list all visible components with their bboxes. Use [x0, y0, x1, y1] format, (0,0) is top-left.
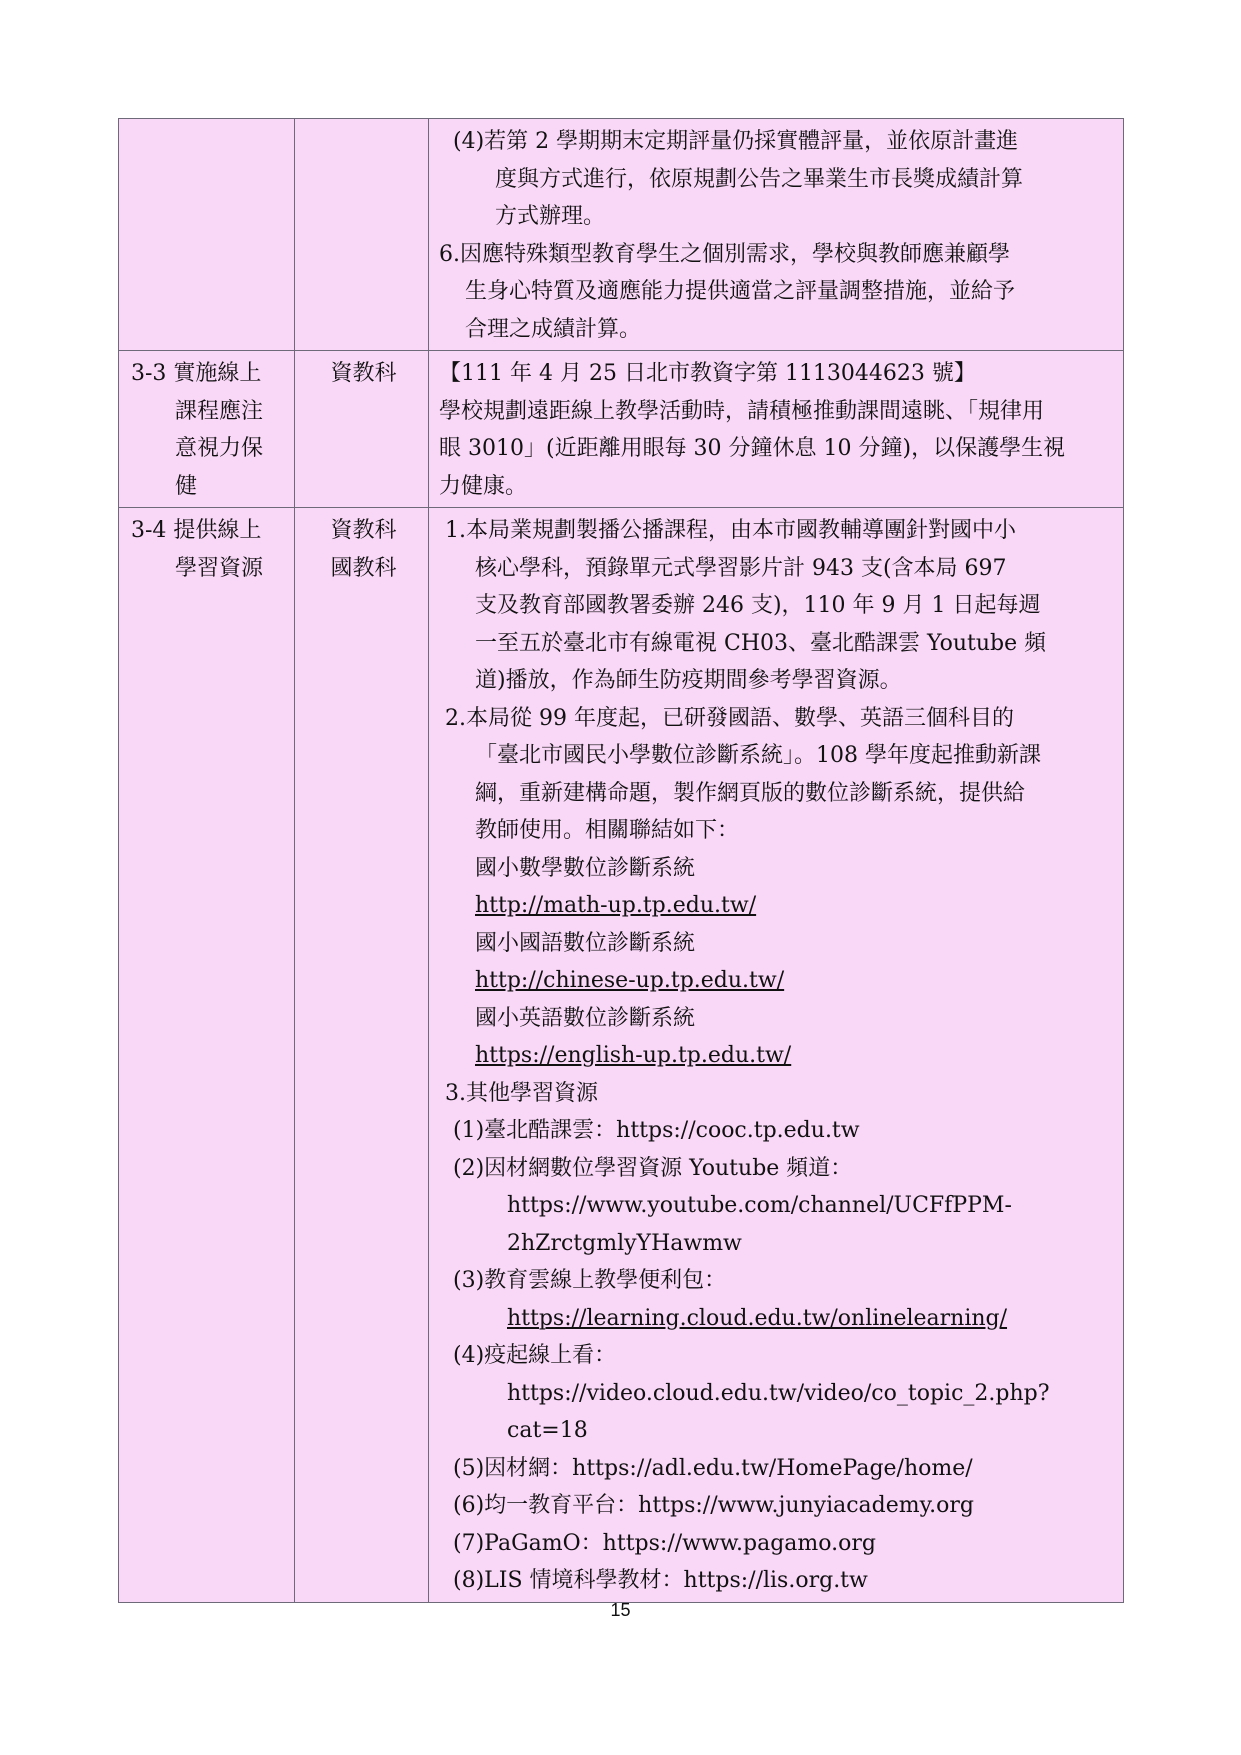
content-line: 度與方式進行，依原規劃公告之畢業生市長獎成績計算: [495, 166, 1024, 192]
url-link[interactable]: http://chinese-up.tp.edu.tw/: [475, 968, 785, 993]
content-line: 2.本局從 99 年度起，已研發國語、數學、英語三個科目的: [445, 705, 1014, 731]
content-line: 2hZrctgmlyYHawmw: [507, 1230, 742, 1256]
content-line: 教師使用。相關聯結如下：: [475, 818, 740, 843]
content-line: https://www.youtube.com/channel/UCFfPPM-: [507, 1193, 1012, 1218]
content-line: 支及教育部國教署委辦 246 支)，110 年 9 月 1 日起每週: [475, 593, 1041, 618]
unit-cell: [295, 351, 429, 508]
unit-cell: [295, 508, 429, 1603]
content-line: (4)若第 2 學期期末定期評量仍採實體評量，並依原計畫進: [453, 129, 1019, 154]
content-line: 學校規劃遠距線上教學活動時，請積極推動課間遠眺、「規律用: [439, 398, 1045, 424]
content-line: (6)均一教育平台：https://www.junyiacademy.org: [453, 1493, 974, 1518]
content-line: 綱，重新建構命題，製作網頁版的數位診斷系統，提供給: [475, 780, 1026, 806]
content-line: (8)LIS 情境科學教材：https://lis.org.tw: [453, 1568, 868, 1593]
content-line: 1.本局業規劃製播公播課程，由本市國教輔導團針對國中小: [445, 518, 1016, 543]
content-line: 力健康。: [439, 473, 528, 499]
item-label-line: 3-4 提供線上: [131, 518, 262, 543]
unit-label: 資教科: [330, 518, 397, 543]
content-line: 方式辦理。: [495, 204, 606, 229]
item-cell: [119, 351, 295, 508]
content-line: 道)播放，作為師生防疫期間參考學習資源。: [475, 668, 902, 693]
unit-cell: [295, 119, 429, 351]
content-line: (1)臺北酷課雲：https://cooc.tp.edu.tw: [453, 1118, 860, 1143]
content-line: 6.因應特殊類型教育學生之個別需求，學校與教師應兼顧學: [439, 241, 1010, 267]
content-line: 「臺北市國民小學數位診斷系統」。108 學年度起推動新課: [475, 743, 1041, 768]
item-label-line: 健: [175, 473, 198, 499]
content-line: (7)PaGamO：https://www.pagamo.org: [453, 1530, 876, 1556]
unit-label: 國教科: [330, 555, 397, 581]
item-label-line: 意視力保: [175, 436, 264, 461]
item-cell: [119, 119, 295, 351]
measures-table: [118, 118, 1124, 1603]
content-line: (5)因材網：https://adl.edu.tw/HomePage/home/: [453, 1455, 973, 1481]
content-line: https://video.cloud.edu.tw/video/co_topic_2.php?: [507, 1380, 1050, 1406]
content-line: 合理之成績計算。: [465, 316, 642, 342]
content-line: 核心學科，預錄單元式學習影片計 943 支(含本局 697: [475, 555, 1007, 581]
content-line: 生身心特質及適應能力提供適當之評量調整措施，並給予: [465, 279, 1016, 304]
content-line: 眼 3010」(近距離用眼每 30 分鐘休息 10 分鐘)，以保護學生視: [439, 436, 1066, 461]
unit-label: 資教科: [330, 361, 397, 386]
item-cell: [119, 508, 295, 1603]
content-line: cat=18: [507, 1418, 588, 1443]
content-line: 【111 年 4 月 25 日北市教資字第 1113044623 號】: [439, 361, 976, 386]
content-line: (2)因材網數位學習資源 Youtube 頻道：: [453, 1155, 853, 1181]
content-line: (3)教育雲線上教學便利包：: [453, 1268, 727, 1293]
page-number: 15: [610, 1600, 631, 1620]
table-row: [119, 119, 1124, 351]
content-line: 國小國語數位診斷系統: [475, 930, 696, 956]
content-cell: [429, 119, 1124, 351]
content-line: (4)疫起線上看：: [453, 1343, 617, 1368]
item-label-line: 課程應注: [175, 398, 264, 424]
content-cell: [429, 508, 1124, 1603]
table-row: [119, 508, 1124, 1603]
content-cell: [429, 351, 1124, 508]
content-line: 一至五於臺北市有線電視 CH03、臺北酷課雲 Youtube 頻: [475, 630, 1047, 656]
content-line: 國小英語數位診斷系統: [475, 1005, 696, 1031]
url-link[interactable]: https://learning.cloud.edu.tw/onlinelearning/: [507, 1305, 1008, 1331]
content-line: 國小數學數位診斷系統: [475, 855, 696, 881]
url-link[interactable]: http://math-up.tp.edu.tw/: [475, 893, 757, 918]
url-link[interactable]: https://english-up.tp.edu.tw/: [475, 1043, 792, 1068]
item-label-line: 學習資源: [175, 555, 264, 581]
table-row: [119, 351, 1124, 508]
item-label-line: 3-3 實施線上: [131, 361, 262, 386]
content-line: 3.其他學習資源: [445, 1080, 598, 1106]
